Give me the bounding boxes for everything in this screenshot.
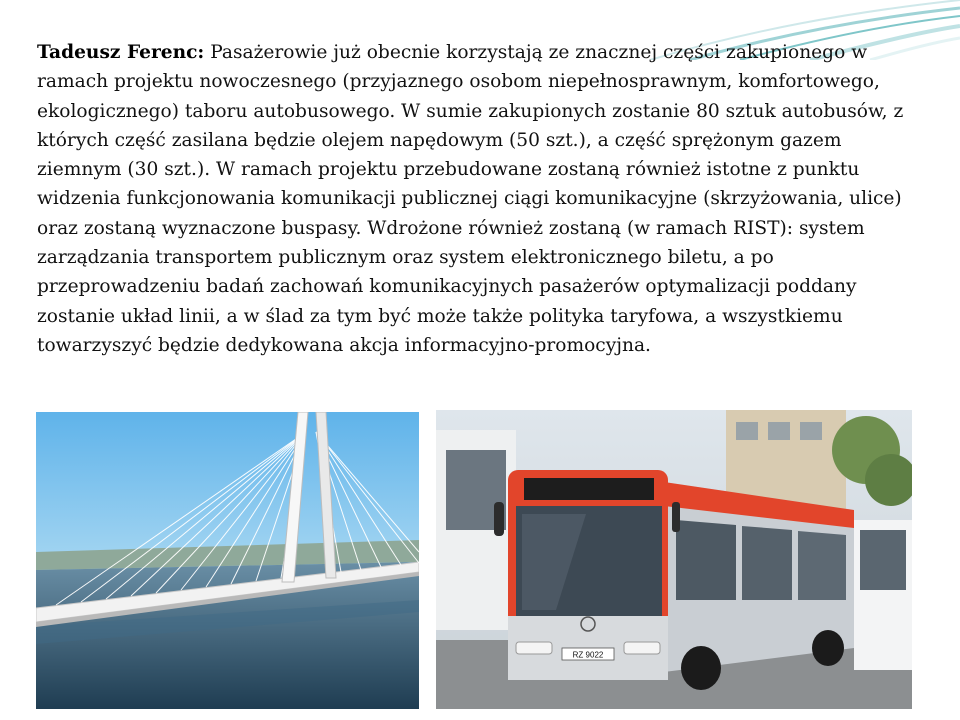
slide-text bbox=[37, 38, 927, 360]
slide-body-text: Pasażerowie już obecnie korzystają ze znacznej części zakupionego w ramach projektu nowoczesnego (przyjaznego osobom niepełnosprawnym, komfortowego, ekologicznego) taboru autobusowego. W sumie zakupionych zostanie 80 sztuk autobusów, z których część zasilana będzie olejem napędowym (50 szt.), a część sprężonym gazem ziemnym (30 szt.). W ramach projektu przebudowane zostaną również istotne z punktu widzenia funkcjonowania komunikacji publicznej ciągi komunikacyjne (skrzyżowania, ulice) oraz zostaną wyznaczone buspasy. Wdrożone również zostaną (w ramach RIST): system zarządzania transportem publicznym oraz system elektronicznego biletu, a po przeprowadzeniu badań zachowań komunikacyjnych pasażerów optymalizacji poddany zostanie układ linii, a w ślad za tym być może także polityka taryfowa, a wszystkiemu towarzyszyć będzie dedykowana akcja informacyjno-promocyjna. bbox=[37, 42, 904, 356]
speaker-name: Tadeusz Ferenc: bbox=[37, 42, 205, 63]
bridge-image bbox=[36, 412, 419, 709]
bus-registration-plate: RZ 9022 bbox=[572, 650, 604, 660]
bus-image bbox=[436, 410, 912, 709]
